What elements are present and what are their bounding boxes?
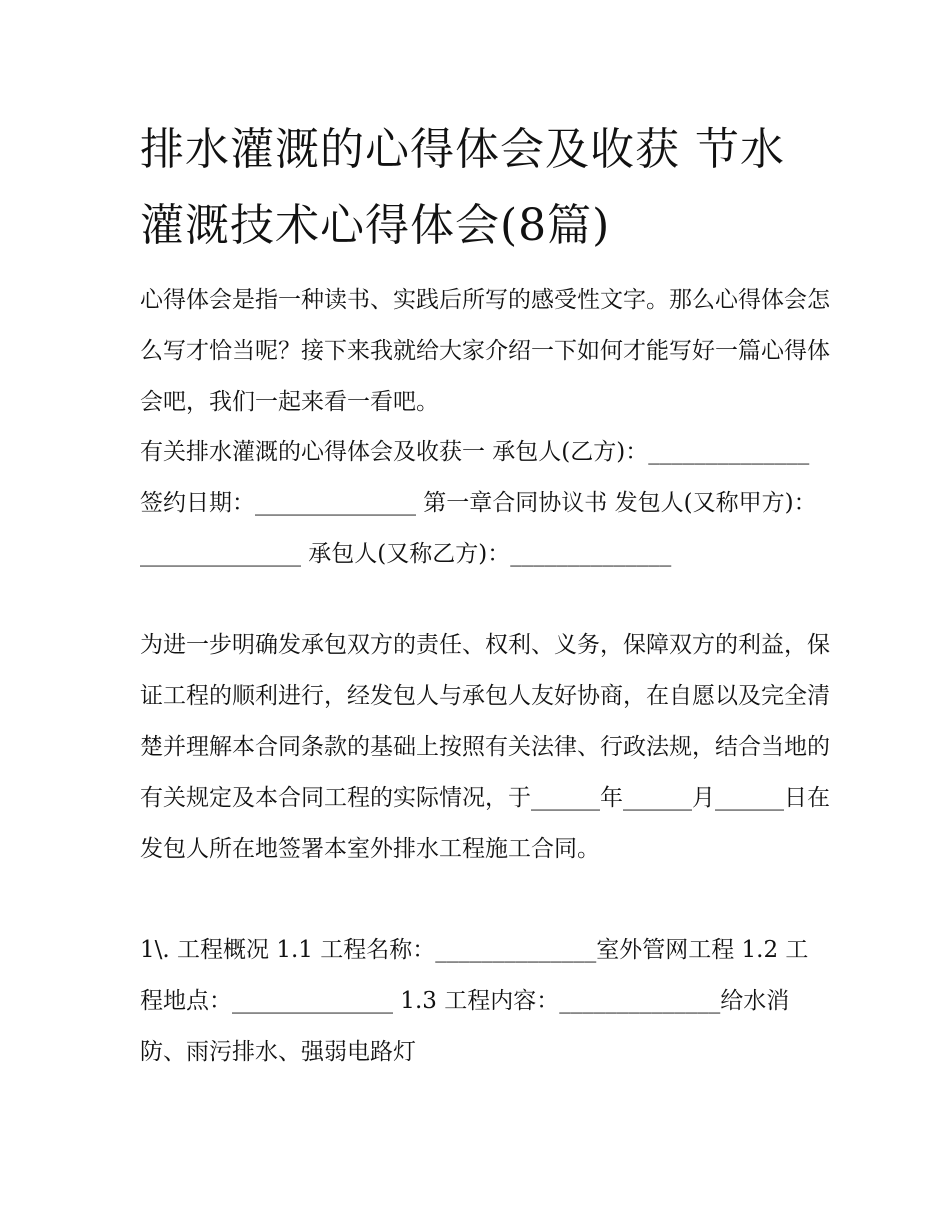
contract-header-paragraph: 有关排水灌溉的心得体会及收获一 承包人(乙方)：______________ 签约日期：______________ 第一章合同协议书 发包人(又称甲方)：______________ 承包人(又称乙方)：______________ xyxy=(140,439,817,567)
intro-paragraph: 心得体会是指一种读书、实践后所写的感受性文字。那么心得体会怎么写才恰当呢？接下来我就给大家介绍一下如何才能写好一篇心得体会吧，我们一起来看一看吧。 xyxy=(140,287,830,415)
project-overview-paragraph: 1\. 工程概况 1.1 工程名称：______________室外管网工程 1.2 工程地点：______________ 1.3 工程内容：______________给水消防、雨污排水、强弱电路灯 xyxy=(140,937,809,1065)
contract-purpose-paragraph: 为进一步明确发承包双方的责任、权利、义务，保障双方的利益，保证工程的顺利进行，经发包人与承包人友好协商，在自愿以及完全清楚并理解本合同条款的基础上按照有关法律、行政法规，结合当地的有关规定及本合同工程的实际情况，于______年______月______日在发包人所在地签署本室外排水工程施工合同。 xyxy=(140,632,830,862)
document-title: 排水灌溉的心得体会及收获 节水灌溉技术心得体会(8篇) xyxy=(140,124,785,251)
